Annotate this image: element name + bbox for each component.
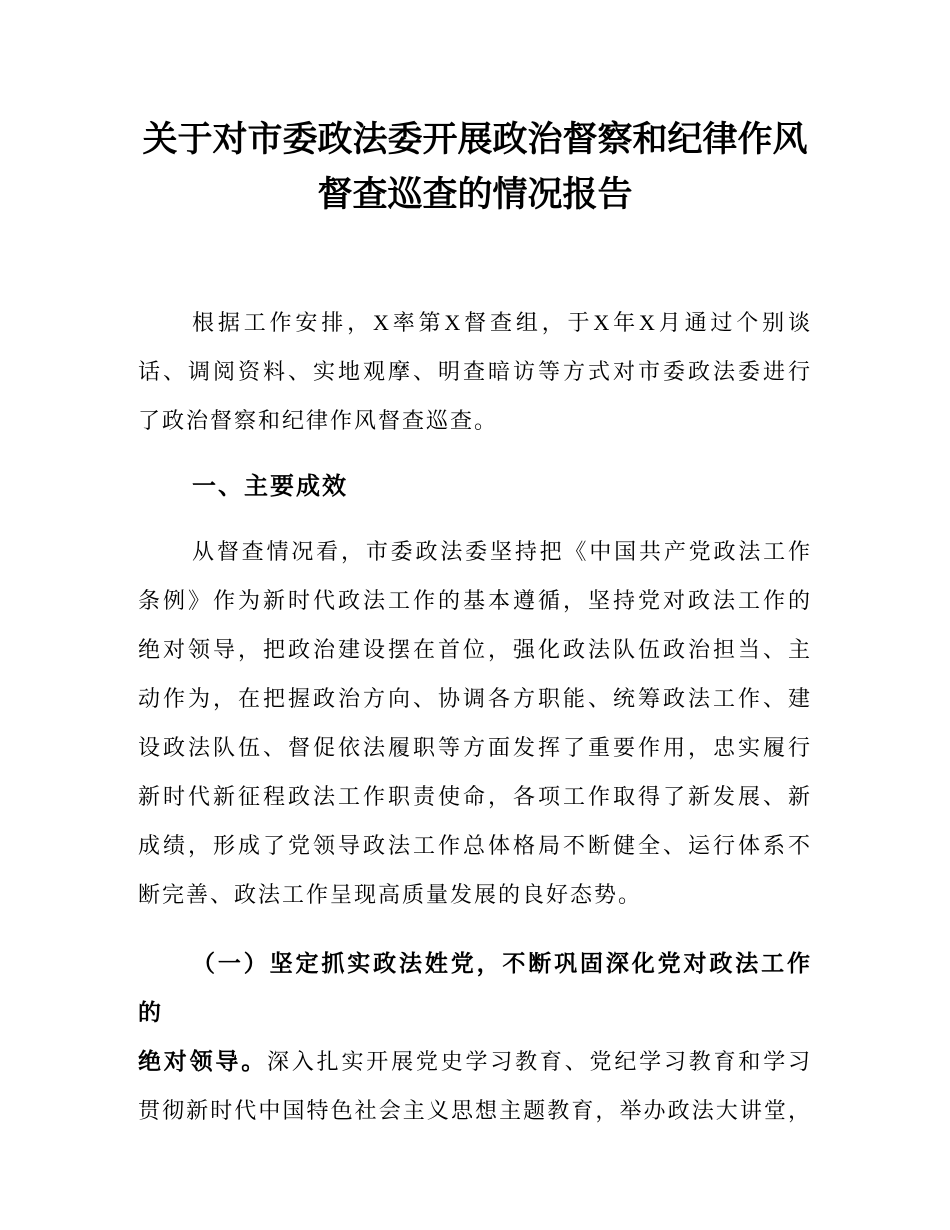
- paragraph-intro: [138, 298, 812, 445]
- paragraph-line: 根据工作安排，X率第X督查组，于X年X月通过个别谈: [192, 310, 812, 335]
- paragraph-line: 新时代新征程政法工作职责使命，各项工作取得了新发展、新: [138, 784, 812, 809]
- title-line-1: 关于对市委政法委开展政治督察和纪律作风: [142, 120, 808, 159]
- paragraph-subsection-1: [138, 939, 812, 1135]
- paragraph-line: 成绩，形成了党领导政法工作总体格局不断健全、运行体系不: [138, 833, 812, 858]
- paragraph-line: 贯彻新时代中国特色社会主义思想主题教育，举办政法大讲堂，: [138, 1098, 812, 1123]
- document-content: [0, 112, 950, 1135]
- paragraph-line: 断完善、政法工作呈现高质量发展的良好态势。: [138, 882, 643, 907]
- paragraph-line: 话、调阅资料、实地观摩、明查暗访等方式对市委政法委进行: [138, 359, 812, 384]
- paragraph-line: 绝对领导，把政治建设摆在首位，强化政法队伍政治担当、主: [138, 637, 812, 662]
- paragraph-line: 条例》作为新时代政法工作的基本遵循，坚持党对政法工作的: [138, 588, 812, 613]
- document-title: [138, 112, 812, 222]
- paragraph-line: 了政治督察和纪律作风督查巡查。: [138, 408, 499, 433]
- paragraph-line: 设政法队伍、督促依法履职等方面发挥了重要作用，忠实履行: [138, 735, 812, 760]
- paragraph-line: 从督查情况看，市委政法委坚持把《中国共产党政法工作: [192, 539, 812, 564]
- heading-line: 一、主要成效: [192, 473, 348, 500]
- title-line-2: 督查巡查的情况报告: [317, 175, 633, 214]
- section-heading-1: [138, 462, 812, 511]
- regular-run: 深入扎实开展党史学习教育、党纪学习教育和学习: [267, 1049, 812, 1074]
- paragraph-line-mixed: [138, 1037, 812, 1086]
- paragraph-line-bold: （一）坚定抓实政法姓党，不断巩固深化党对政法工作的: [138, 950, 812, 1025]
- bold-run: 绝对领导。: [138, 1048, 268, 1074]
- paragraph-line: 动作为，在把握政治方向、协调各方职能、统筹政法工作、建: [138, 686, 812, 711]
- paragraph-achievements: [138, 527, 812, 919]
